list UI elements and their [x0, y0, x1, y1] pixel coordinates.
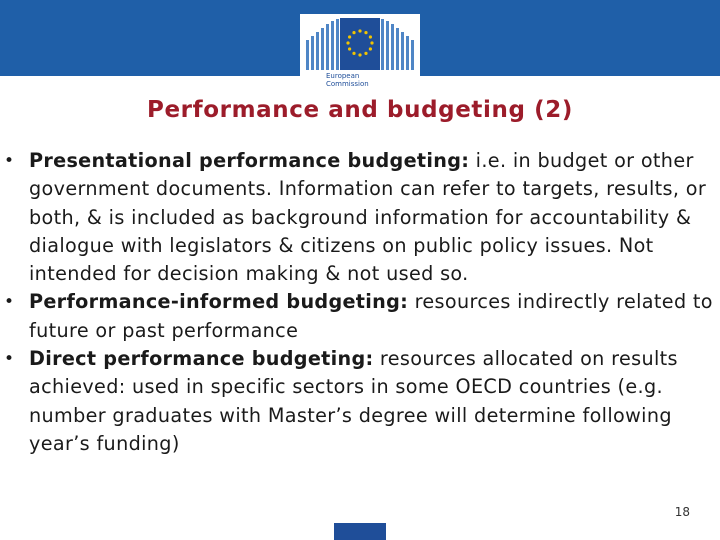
footer-flag: [334, 523, 386, 540]
bullet-item-performance-informed: [4, 288, 716, 345]
bullet-item-presentational: [4, 147, 716, 288]
bullet-term: Presentational performance budgeting:: [29, 149, 470, 172]
bullet-text: i.e. in budget or other government documents. Information can refer to targets, results, or both, & is included as background information for accountability & dialogue with legislators & citizens on public policy issues. Not intended for decision making & not used so.: [29, 149, 707, 286]
european-commission-logo: [300, 14, 420, 100]
page-number: 18: [674, 505, 690, 519]
bullet-term: Performance-informed budgeting:: [29, 290, 409, 314]
bullet-item-direct: [4, 345, 716, 458]
slide-title: Performance and budgeting (2): [147, 97, 573, 123]
bullet-icon: •: [4, 349, 15, 370]
bullet-icon: •: [4, 292, 15, 313]
bullet-text: resources indirectly related to future or past performance: [29, 290, 713, 342]
logo-wordmark: European Commission: [326, 72, 369, 88]
bullet-list: [4, 147, 716, 458]
bullet-term: Direct performance budgeting:: [29, 347, 374, 371]
bullet-text: resources allocated on results achieved: used in specific sectors in some OECD countries (e.g. number graduates with Master’s degree will determine following year’s funding): [29, 347, 678, 455]
bullet-icon: •: [4, 151, 15, 171]
